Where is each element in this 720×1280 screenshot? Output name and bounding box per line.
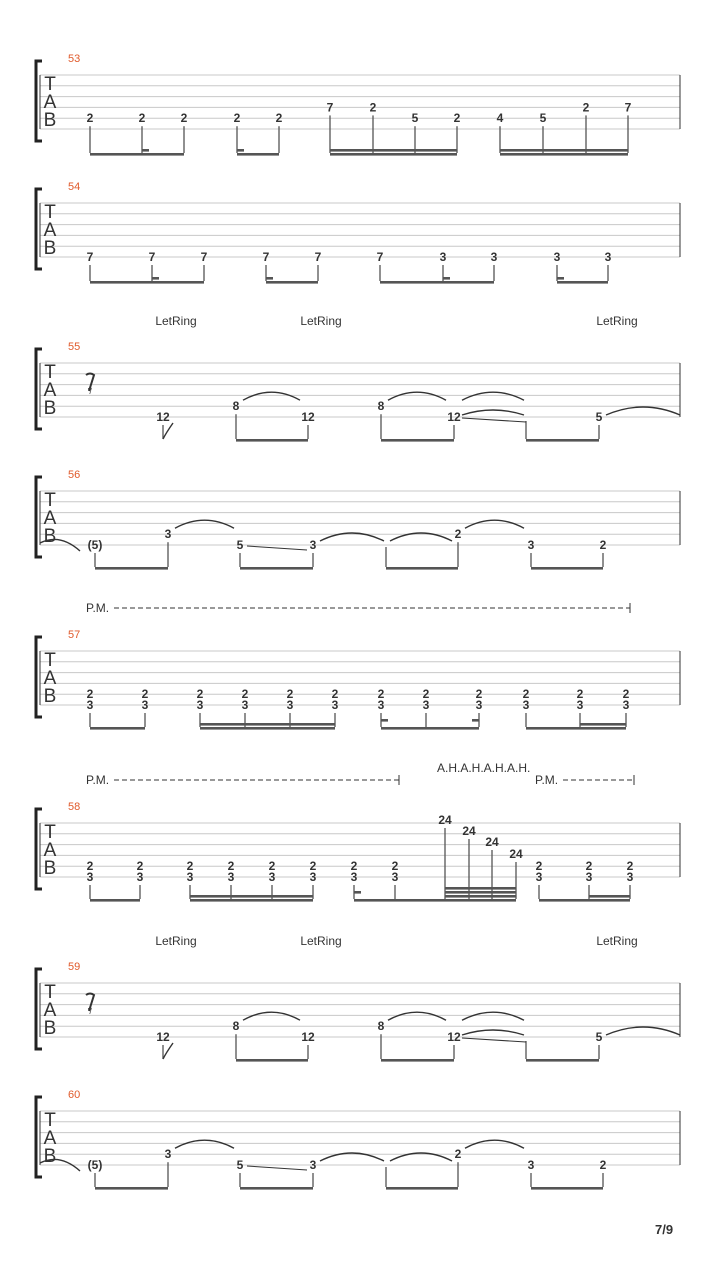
fret-number: 3	[309, 1158, 317, 1172]
harmonic-fret-number: 24	[438, 813, 452, 827]
fret-number: 8	[377, 399, 385, 414]
let-ring-label: LetRing	[155, 314, 197, 328]
tab-clef-letter: T	[44, 202, 56, 223]
tab-clef-letter: T	[44, 822, 56, 843]
tie-arc	[462, 1012, 524, 1020]
fret-number: 2	[369, 100, 377, 115]
tab-clef-letter: B	[43, 398, 57, 419]
beam-stub	[152, 277, 159, 280]
beam	[240, 1187, 313, 1190]
tab-clef-letter: T	[44, 490, 56, 511]
fret-number: 3	[527, 1158, 535, 1172]
fret-number: 2	[576, 687, 584, 702]
beam	[381, 1059, 454, 1062]
fret-number: 2	[227, 859, 235, 874]
fret-number: 2	[196, 687, 204, 702]
fret-number: 3	[377, 698, 385, 712]
fret-number: 12	[447, 1030, 461, 1044]
fret-number: 2	[136, 859, 144, 874]
fret-number: 2	[535, 859, 543, 874]
fret-number: 2	[377, 687, 385, 702]
fret-number: 5	[236, 538, 244, 552]
fret-number: 2	[585, 859, 593, 874]
tie-arc	[465, 520, 524, 528]
fret-number: 2	[86, 111, 94, 126]
slide-line	[247, 1166, 307, 1170]
fret-number: 5	[595, 410, 603, 424]
fret-number: 3	[241, 698, 249, 712]
fret-number: 2	[582, 100, 590, 115]
fret-number: 3	[164, 1147, 172, 1162]
fret-number: 3	[331, 698, 339, 712]
fret-number: 7	[314, 250, 322, 264]
fret-number: 5	[539, 111, 547, 126]
beam-stub	[266, 277, 273, 280]
beam	[90, 899, 140, 902]
fret-number: 3	[227, 870, 235, 884]
let-ring-label: LetRing	[155, 934, 197, 948]
fret-number: 2	[275, 111, 283, 126]
fret-number: 2	[233, 111, 241, 126]
beam	[500, 153, 628, 156]
fret-number: 7	[262, 250, 270, 264]
fret-number: 12	[447, 410, 461, 424]
fret-number: 2	[180, 111, 188, 126]
beam	[445, 887, 516, 890]
fret-number: 2	[391, 859, 399, 874]
beam	[526, 1059, 599, 1062]
fret-number: 2	[241, 687, 249, 702]
fret-number: 8	[232, 1019, 240, 1034]
fret-number: 3	[475, 698, 483, 712]
tab-clef-letter: B	[43, 526, 57, 547]
beam	[266, 281, 318, 284]
measure-number: 60	[68, 1089, 81, 1101]
beam	[445, 891, 516, 894]
fret-number: 3	[422, 698, 430, 712]
measure-number: 59	[68, 961, 81, 973]
beam	[526, 439, 599, 442]
fret-number: 3	[535, 870, 543, 884]
harmonic-fret-number: 24	[462, 824, 476, 838]
beam	[90, 281, 204, 284]
note-flag	[163, 423, 173, 439]
slide-line	[462, 1038, 526, 1042]
beam	[95, 567, 168, 570]
measure-number: 53	[68, 53, 81, 65]
beam	[557, 281, 608, 284]
fret-number: 7	[376, 250, 384, 264]
palm-mute-label: P.M.	[86, 773, 110, 787]
slide-line	[247, 546, 307, 550]
let-ring-label: LetRing	[596, 314, 638, 328]
tab-clef-letter: A	[43, 668, 57, 689]
beam	[580, 723, 626, 726]
beam-stub	[354, 891, 361, 894]
tab-clef-letter: T	[44, 650, 56, 671]
fret-number: 12	[156, 1030, 170, 1044]
beam	[190, 895, 313, 898]
let-ring-label: LetRing	[300, 934, 342, 948]
fret-number: 3	[136, 870, 144, 884]
beam	[445, 899, 516, 902]
beam	[330, 149, 457, 152]
measure-number: 58	[68, 801, 81, 813]
beam	[531, 1187, 603, 1190]
fret-number: 7	[200, 250, 208, 264]
fret-number: 3	[309, 538, 317, 552]
fret-number: 2	[86, 859, 94, 874]
fret-number: 2	[141, 687, 149, 702]
eighth-rest: 𝄾	[87, 1001, 93, 1021]
tie-arc	[388, 1012, 446, 1020]
fret-number: 2	[422, 687, 430, 702]
tie-arc	[462, 1030, 524, 1035]
fret-number: 2	[350, 859, 358, 874]
fret-number: 3	[196, 698, 204, 712]
fret-number: 12	[156, 410, 170, 424]
fret-number: 2	[454, 1147, 462, 1162]
artificial-harmonic-label: A.H.A.H.A.H.A.H.	[437, 761, 531, 775]
tie-arc	[606, 407, 680, 415]
fret-number: 3	[622, 698, 630, 712]
fret-number: 8	[377, 1019, 385, 1034]
beam	[381, 439, 454, 442]
beam-stub	[142, 149, 149, 152]
harmonic-fret-number: 24	[509, 847, 523, 861]
beam	[236, 439, 308, 442]
tab-clef-letter: T	[44, 982, 56, 1003]
tab-clef-letter: B	[43, 238, 57, 259]
fret-number: 2	[522, 687, 530, 702]
beam-stub	[443, 277, 450, 280]
fret-number: 2	[622, 687, 630, 702]
harmonic-fret-number: 24	[485, 835, 499, 849]
measure-number: 55	[68, 341, 81, 353]
measure-number: 54	[68, 181, 81, 193]
measure-number: 57	[68, 629, 81, 641]
beam	[236, 1059, 308, 1062]
tie-arc	[462, 410, 524, 415]
tab-clef-letter: A	[43, 1000, 57, 1021]
fret-number: 8	[232, 399, 240, 414]
fret-number: 2	[186, 859, 194, 874]
beam-stub	[381, 719, 388, 722]
page-number: 7/9	[655, 1222, 674, 1237]
fret-number: 7	[326, 100, 334, 115]
palm-mute-label: P.M.	[535, 773, 559, 787]
tab-clef-letter: B	[43, 686, 57, 707]
tab-clef-letter: A	[43, 92, 57, 113]
tab-clef-letter: A	[43, 1128, 57, 1149]
tie-arc	[462, 392, 524, 400]
fret-number: 2	[626, 859, 634, 874]
fret-number: 7	[624, 100, 632, 115]
fret-number: 3	[186, 870, 194, 884]
note-flag	[163, 1043, 173, 1059]
beam	[354, 899, 445, 902]
eighth-rest: 𝄾	[87, 381, 93, 401]
fret-number: 2	[286, 687, 294, 702]
beam	[445, 895, 516, 898]
fret-number: 12	[301, 1030, 315, 1044]
fret-number: 3	[286, 698, 294, 712]
fret-number: 2	[453, 111, 461, 126]
tie-arc	[388, 392, 446, 400]
fret-number: 3	[604, 250, 612, 264]
tab-clef-letter: B	[43, 1146, 57, 1167]
fret-number: 3	[309, 870, 317, 884]
tab-clef-letter: A	[43, 508, 57, 529]
beam	[200, 727, 335, 730]
fret-number: 3	[164, 527, 172, 542]
fret-number: 3	[141, 698, 149, 712]
fret-number: (5)	[87, 1158, 103, 1172]
beam	[330, 153, 457, 156]
fret-number: 2	[309, 859, 317, 874]
tab-clef-letter: A	[43, 840, 57, 861]
beam	[200, 723, 335, 726]
tie-arc	[175, 1140, 234, 1148]
fret-number: 3	[350, 870, 358, 884]
fret-number: 2	[138, 111, 146, 126]
fret-number: 7	[148, 250, 156, 264]
slide-line	[462, 418, 526, 422]
fret-number: 5	[236, 1158, 244, 1172]
beam	[90, 153, 184, 156]
tab-clef-letter: T	[44, 74, 56, 95]
beam-stub	[557, 277, 564, 280]
beam-stub	[237, 149, 244, 152]
tab-clef-letter: B	[43, 110, 57, 131]
fret-number: 3	[391, 870, 399, 884]
fret-number: 3	[439, 250, 447, 264]
fret-number: 3	[626, 870, 634, 884]
measure-number: 56	[68, 469, 81, 481]
beam	[386, 1187, 458, 1190]
tie-arc	[175, 520, 234, 528]
fret-number: 3	[490, 250, 498, 264]
fret-number: 3	[86, 870, 94, 884]
beam	[190, 899, 313, 902]
tab-clef-letter: T	[44, 362, 56, 383]
tie-arc	[243, 392, 300, 400]
fret-number: 3	[522, 698, 530, 712]
beam	[526, 727, 626, 730]
fret-number: 2	[268, 859, 276, 874]
palm-mute-label: P.M.	[86, 601, 110, 615]
beam-stub	[472, 719, 479, 722]
tab-clef-letter: B	[43, 858, 57, 879]
fret-number: 2	[599, 538, 607, 552]
fret-number: 3	[585, 870, 593, 884]
let-ring-label: LetRing	[300, 314, 342, 328]
fret-number: 5	[595, 1030, 603, 1044]
fret-number: 4	[496, 111, 504, 126]
beam	[531, 567, 603, 570]
beam	[589, 895, 630, 898]
tab-clef-letter: A	[43, 380, 57, 401]
fret-number: (5)	[87, 538, 103, 552]
fret-number: 2	[331, 687, 339, 702]
fret-number: 2	[599, 1158, 607, 1172]
fret-number: 3	[527, 538, 535, 552]
fret-number: 3	[86, 698, 94, 712]
beam	[237, 153, 279, 156]
fret-number: 2	[475, 687, 483, 702]
beam	[386, 567, 458, 570]
beam	[539, 899, 630, 902]
fret-number: 2	[86, 687, 94, 702]
fret-number: 7	[86, 250, 94, 264]
tab-clef-letter: T	[44, 1110, 56, 1131]
fret-number: 5	[411, 111, 419, 126]
beam	[240, 567, 313, 570]
beam	[381, 727, 479, 730]
tie-arc	[606, 1027, 680, 1035]
fret-number: 12	[301, 410, 315, 424]
tie-arc	[243, 1012, 300, 1020]
fret-number: 2	[454, 527, 462, 542]
fret-number: 3	[268, 870, 276, 884]
tab-clef-letter: A	[43, 220, 57, 241]
beam	[500, 149, 628, 152]
tie-arc	[465, 1140, 524, 1148]
fret-number: 3	[553, 250, 561, 264]
let-ring-label: LetRing	[596, 934, 638, 948]
beam	[95, 1187, 168, 1190]
beam	[380, 281, 494, 284]
beam	[90, 727, 145, 730]
fret-number: 3	[576, 698, 584, 712]
tab-clef-letter: B	[43, 1018, 57, 1039]
